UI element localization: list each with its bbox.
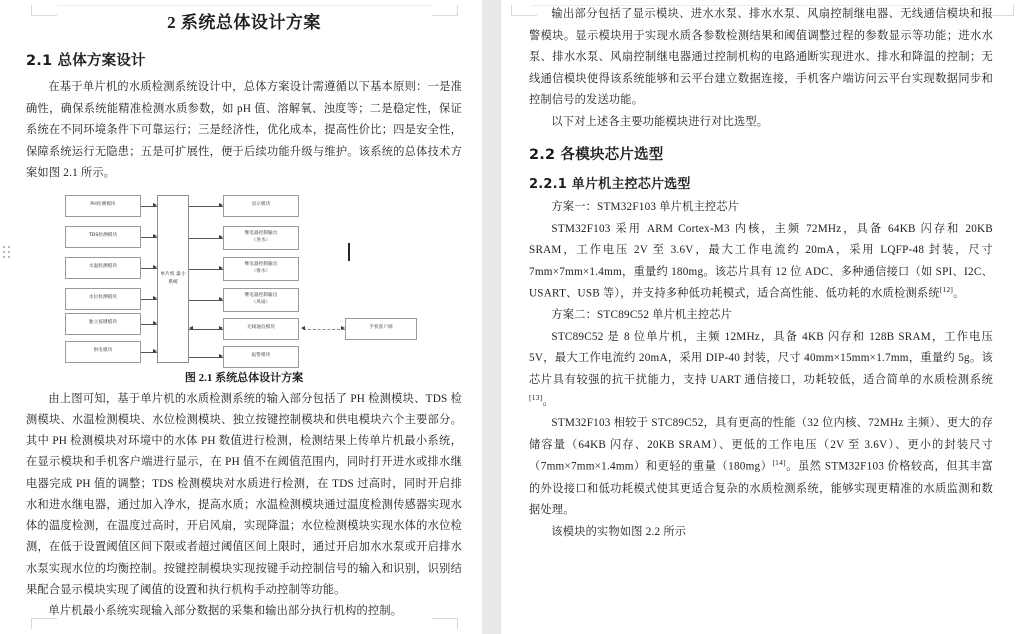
diagram-box-water-temp-sensor: 水温检测模块 xyxy=(65,257,141,279)
diagram-wire-display xyxy=(189,206,223,207)
diagram-wire-alarm xyxy=(189,357,223,358)
diagram-wire-relay-fan xyxy=(189,300,223,301)
diagram-wire-wireless xyxy=(189,329,223,330)
diagram-wire-relay-inlet xyxy=(189,238,223,239)
document-page-left xyxy=(0,0,482,634)
diagram-arrow-display-icon xyxy=(219,203,223,207)
paragraph-plan-2-body xyxy=(529,327,993,414)
plan-2-reference: [13] xyxy=(529,393,543,403)
diagram-box-phone-client: 手机客户端 xyxy=(345,318,417,340)
plan-1-reference: [12] xyxy=(939,285,954,294)
diagram-arrow-to-phone-icon xyxy=(341,326,345,330)
comparison-text-b: 。虽然 STM32F103 价格较高，但其丰富的外设接口和低功耗模式使其更适合复杂的水质检测系统，能够实现更精准的水质监测和数据处理。 xyxy=(529,461,993,517)
comparison-reference: [14] xyxy=(772,458,786,468)
diagram-box-water-level-sensor: 水位检测模块 xyxy=(65,288,141,310)
right-page-content xyxy=(529,4,993,543)
diagram-arrow-wireless-back-icon xyxy=(189,326,193,330)
diagram-arrow-temp-icon xyxy=(153,265,157,269)
diagram-arrow-tds-icon xyxy=(153,234,157,238)
page-separator xyxy=(481,0,501,634)
diagram-arrow-alarm-icon xyxy=(219,354,223,358)
diagram-arrow-to-wireless-icon xyxy=(301,326,305,330)
edge-drag-handle-icon[interactable] xyxy=(3,246,10,260)
comparison-text-a: STM32F103 相较于 STC89C52，具有更高的性能（32 位内核、72MHz 主频）、更大的存储容量（64KB 闪存、20KB SRAM）、更低的工作电压（2V 至 3.6V）、更小的封装尺寸（7mm×7mm×1.4mm）和更轻的重量（180mg） xyxy=(529,417,993,474)
diagram-arrow-relay-drain-icon xyxy=(219,266,223,270)
diagram-wire-relay-drain xyxy=(189,269,223,270)
diagram-arrow-power-icon xyxy=(153,349,157,353)
diagram-box-relay-fan: 继电器控制输出 （风扇） xyxy=(223,288,299,312)
diagram-box-tds-sensor: TDS检测模块 xyxy=(65,226,141,248)
diagram-arrow-wireless-icon xyxy=(219,326,223,330)
system-block-diagram xyxy=(63,191,425,363)
diagram-box-ph-sensor: PH检测模块 xyxy=(65,195,141,217)
diagram-arrow-level-icon xyxy=(153,296,157,300)
diagram-box-power-module: 供电模块 xyxy=(65,341,141,363)
paragraph-comparison xyxy=(529,413,993,521)
plan-2-text: STC89C52 是 8 位单片机，主频 12MHz，具备 4KB 闪存和 128B SRAM，工作电压 5V，最大工作电流约 20mA，采用 DIP-40 封装，尺寸 40mm×15mm×1.7mm，重量约 5g。该芯片具有较强的抗干扰能力，支持 UART 通信接口，功耗较低，适合简单的水质检测系统 xyxy=(529,330,993,386)
diagram-wire-cloud-link xyxy=(303,329,345,330)
plan-2-period: 。 xyxy=(542,395,554,408)
heading-2-2: 2.2 各模块芯片选型 xyxy=(529,147,664,163)
diagram-box-mcu-core: 单片机 最小系统 xyxy=(157,195,189,363)
paragraph-plan-1-body xyxy=(529,219,993,306)
paragraph-output-modules: 输出部分包括了显示模块、进水水泵、排水水泵、风扇控制继电器、无线通信模块和报警模块。显示模块用于实现水质各参数检测结果和阈值调整过程的参数显示等功能；进水水泵、排水水泵、风扇控制继电器通过控制机构的电路通断实现进水、排水和降温的控制；无线通信模块使得该系统能够和云平台建立数据连接，手机客户端访问云平台实现数据同步和控制信号的发送功能。 xyxy=(529,8,993,106)
diagram-box-wireless-module: 无线通信模块 xyxy=(223,318,299,340)
page-title: 2 系统总体设计方案 xyxy=(167,13,321,32)
diagram-box-alarm-module: 报警模块 xyxy=(223,346,299,368)
paragraph-plan-1-title: 方案一：STM32F103 单片机主控芯片 xyxy=(551,201,740,213)
text-cursor-caret xyxy=(348,243,350,261)
diagram-arrow-ph-icon xyxy=(153,203,157,207)
diagram-box-relay-inlet: 继电器控制输出 （进水） xyxy=(223,226,299,250)
plan-1-period: 。 xyxy=(953,287,965,300)
paragraph-plan-2-title: 方案二：STC89C52 单片机主控芯片 xyxy=(551,309,733,322)
diagram-box-key-module: 独立按键模块 xyxy=(65,313,141,335)
paragraph-figure-2-2-reference: 该模块的实物如图 2.2 所示 xyxy=(551,525,687,538)
heading-2-2-1: 2.2.1 单片机主控芯片选型 xyxy=(529,177,691,192)
plan-1-text: STM32F103 采用 ARM Cortex-M3 内核，主频 72MHz，具备 64KB 闪存和 20KB SRAM，工作电压 2V 至 3.6V，最大工作电流约 20mA，采用 LQFP-48 封装，尺寸 7mm×7mm×1.4mm，重量约 180mg。该芯片具有 12 位 ADC、多种通信接口（如 SPI、I2C、USART、USB 等），并支持多种低功耗模式，适合高性能、低功耗的水质检测系统 xyxy=(529,222,993,300)
diagram-arrow-key-icon xyxy=(153,321,157,325)
figure-caption-2-1: 图 2.1 系统总体设计方案 xyxy=(184,371,304,384)
diagram-arrow-relay-fan-icon xyxy=(219,297,223,301)
paragraph-mcu-role: 单片机最小系统实现输入部分数据的采集和输出部分执行机构的控制。 xyxy=(48,605,403,618)
diagram-box-relay-drain: 继电器控制输出 （排水） xyxy=(223,257,299,281)
diagram-box-display-module: 显示模块 xyxy=(223,195,299,217)
heading-2-1: 2.1 总体方案设计 xyxy=(26,53,146,69)
paragraph-input-modules: 由上图可知，基于单片机的水质检测系统的输入部分包括了 PH 检测模块、TDS 检测模块、水温检测模块、水位检测模块、独立按键控制模块和供电模块六个主要部分。其中 PH 检测模块对环境中的水体 PH 数值进行检测，检测结果上传单片机最小系统，在显示模块和手机客户端进行显示，在 PH 值不在阈值范围内，同时打开进水或排水继电器完成 PH 值的调整；TDS 检测模块对水质进行检测，在 TDS 过高时，同时开启排水和进水继电器，通过加入净水，提高水质；水温检测模块通过温度检测传感器实现水体的温度检测，在温度过高时，开启风扇，实现降温；水位检测模块实现水体的水位检测，在低于设置阈值区间下限或者超过阈值区间上限时，通过开启加水水泵或开启排水水泵实现水位的均衡控制。按键控制模块实现按键手动控制信号的输入和识别，识别结果配合显示模块实现了阈值的设置和执行机构手动控制等功能。 xyxy=(26,392,462,597)
document-page-right xyxy=(501,0,1024,634)
paragraph-compare-intro: 以下对上述各主要功能模块进行对比选型。 xyxy=(551,115,769,128)
diagram-arrow-relay-inlet-icon xyxy=(219,235,223,239)
paragraph-design-principles: 在基于单片机的水质检测系统设计中，总体方案设计需遵循以下基本原则：一是准确性，确保系统能精准检测水质参数，如 pH 值、溶解氧、浊度等；二是稳定性，保证系统在不同环境条件下可靠运行；三是经济性，优化成本，提高性价比；四是安全性，保障系统运行无隐患；五是可扩展性，便于后续功能升级与维护。该系统的总体技术方案如图 2.1 所示。 xyxy=(26,81,462,179)
left-page-content xyxy=(26,4,462,623)
